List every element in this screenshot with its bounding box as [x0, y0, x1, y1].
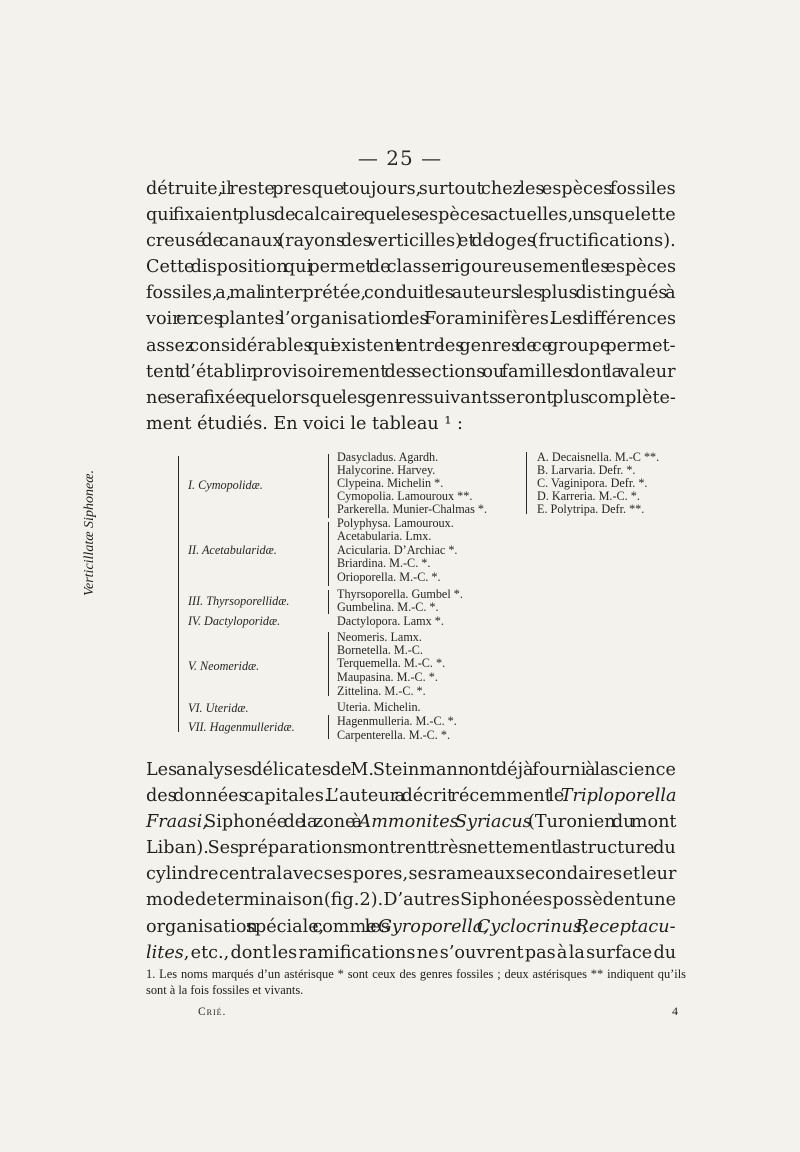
brace-line — [328, 590, 329, 614]
genus-entry: Clypeina. Michelin *. — [337, 476, 444, 490]
footer-author: Crié. — [198, 1006, 227, 1018]
paragraph-line: fossiles, a, mal interprétée, conduit les auteurs les plus distingués à — [146, 283, 676, 304]
paragraph-line: Liban). Ses préparations montrent très nettement la structure du — [146, 838, 676, 859]
genus-entry: Halycorine. Harvey. — [337, 463, 436, 477]
paragraph-line: Fraasi, Siphonée de la zone à Ammonites Syriacus (Turonien du mont — [146, 812, 677, 833]
paragraph-line: organisation spéciale, comme les Gyroporella, Cyclocrinus, Receptacu- — [146, 916, 676, 937]
paragraph-line: ment étudiés. En voici le tableau ¹ : — [146, 413, 463, 434]
brace-line — [328, 522, 329, 586]
subgenus-entry: B. Larvaria. Defr. *. — [537, 463, 636, 477]
paragraph-line: détruite, il reste presque toujours, surtout chez les espèces fossiles — [146, 179, 676, 199]
brace-line — [328, 715, 329, 739]
brace-line — [328, 632, 329, 696]
page-number: — 25 — — [357, 146, 443, 170]
paragraph-line: qui fixaient plus de calcaire que les espèces actuelles, un squelette — [146, 205, 676, 226]
subgenus-entry: C. Vaginipora. Defr. *. — [537, 476, 648, 490]
side-label: Verticillatæ Siphoneæ. — [82, 470, 97, 596]
paragraph-line: voir en ces plantes l’organisation des Foraminifères. Les différences — [146, 309, 677, 330]
genus-entry: Zittelina. M.-C. *. — [337, 684, 426, 698]
family-label: IV. Dactyloporidæ. — [188, 614, 281, 628]
footer-signature: 4 — [672, 1004, 678, 1018]
subgenus-entry: D. Karreria. M.-C. *. — [537, 489, 640, 503]
genus-entry: Briardina. M.-C. *. — [337, 556, 431, 570]
footnote: 1. Les noms marqués d’un astérisque * sont ceux des genres fossiles ; deux astérisques ** indiquent qu’ils sont à la fois fossiles et vivants. — [146, 967, 686, 997]
genus-entry: Orioporella. M.-C. *. — [337, 570, 441, 584]
paragraph-line: lites, etc., dont les ramifications ne s’ouvrent pas à la surface du — [146, 942, 677, 963]
brace-line — [526, 452, 527, 514]
subgenus-entry: E. Polytripa. Defr. **. — [537, 502, 645, 516]
family-label: VI. Uteridæ. — [188, 701, 249, 715]
genus-entry: Terquemella. M.-C. *. — [337, 656, 446, 670]
family-label: III. Thyrsoporellidæ. — [188, 594, 290, 608]
genus-entry: Acetabularia. Lmx. — [337, 529, 432, 543]
family-label: II. Acetabularidæ. — [188, 543, 277, 557]
paragraph-line: assez considérables qui existent entre les genres de ce groupe permet- — [146, 335, 676, 356]
genus-entry: Thyrsoporella. Gumbel *. — [337, 587, 463, 601]
group-bracket-line — [178, 456, 179, 732]
paragraph-line: des données capitales. L’auteur a décrit récemment le Triploporella — [146, 786, 677, 807]
family-label: I. Cymopolidæ. — [188, 478, 263, 492]
genus-entry: Bornetella. M.-C. — [337, 643, 423, 657]
genus-entry: Carpenterella. M.-C. *. — [337, 728, 451, 742]
paragraph-line: mode de terminaison (fig. 2). D’autres Siphonées possèdent une — [146, 890, 677, 911]
paragraph-line: Cette disposition qui permet de classer rigoureusement les espèces — [146, 257, 676, 278]
genus-entry: Uteria. Michelin. — [337, 700, 421, 714]
genus-entry: Neomeris. Lamx. — [337, 630, 422, 644]
family-label: VII. Hagenmulleridæ. — [188, 720, 295, 734]
genus-entry: Polyphysa. Lamouroux. — [337, 516, 454, 530]
family-label: V. Neomeridæ. — [188, 659, 260, 673]
genus-entry: Parkerella. Munier-Chalmas *. — [337, 502, 488, 516]
subgenus-entry: A. Decaisnella. M.-C **. — [537, 450, 660, 464]
paragraph-line: Les analyses délicates de M. Steinmann ont déjà fourni à la science — [146, 760, 676, 780]
paragraph-line: ne sera fixée que lorsque les genres suivants seront plus complète- — [146, 387, 676, 408]
paragraph-line: creusé de canaux (rayons des verticilles) et de loges (fructifications). — [146, 231, 676, 252]
genus-entry: Cymopolia. Lamouroux **. — [337, 489, 473, 503]
genus-entry: Hagenmulleria. M.-C. *. — [337, 714, 457, 728]
brace-line — [328, 454, 329, 518]
paragraph-line: cylindre central avec ses pores, ses rameaux secondaires et leur — [146, 864, 677, 885]
genus-entry: Gumbelina. M.-C. *. — [337, 600, 439, 614]
genus-entry: Maupasina. M.-C. *. — [337, 670, 438, 684]
paragraph-2 — [146, 757, 676, 966]
genus-entry: Dactylopora. Lamx *. — [337, 614, 444, 628]
genus-entry: Acicularia. D’Archiac *. — [337, 543, 458, 557]
genus-entry: Dasycladus. Agardh. — [337, 450, 439, 464]
paragraph-line: tent d’établir provisoirement des sections ou familles dont la valeur — [146, 361, 676, 382]
